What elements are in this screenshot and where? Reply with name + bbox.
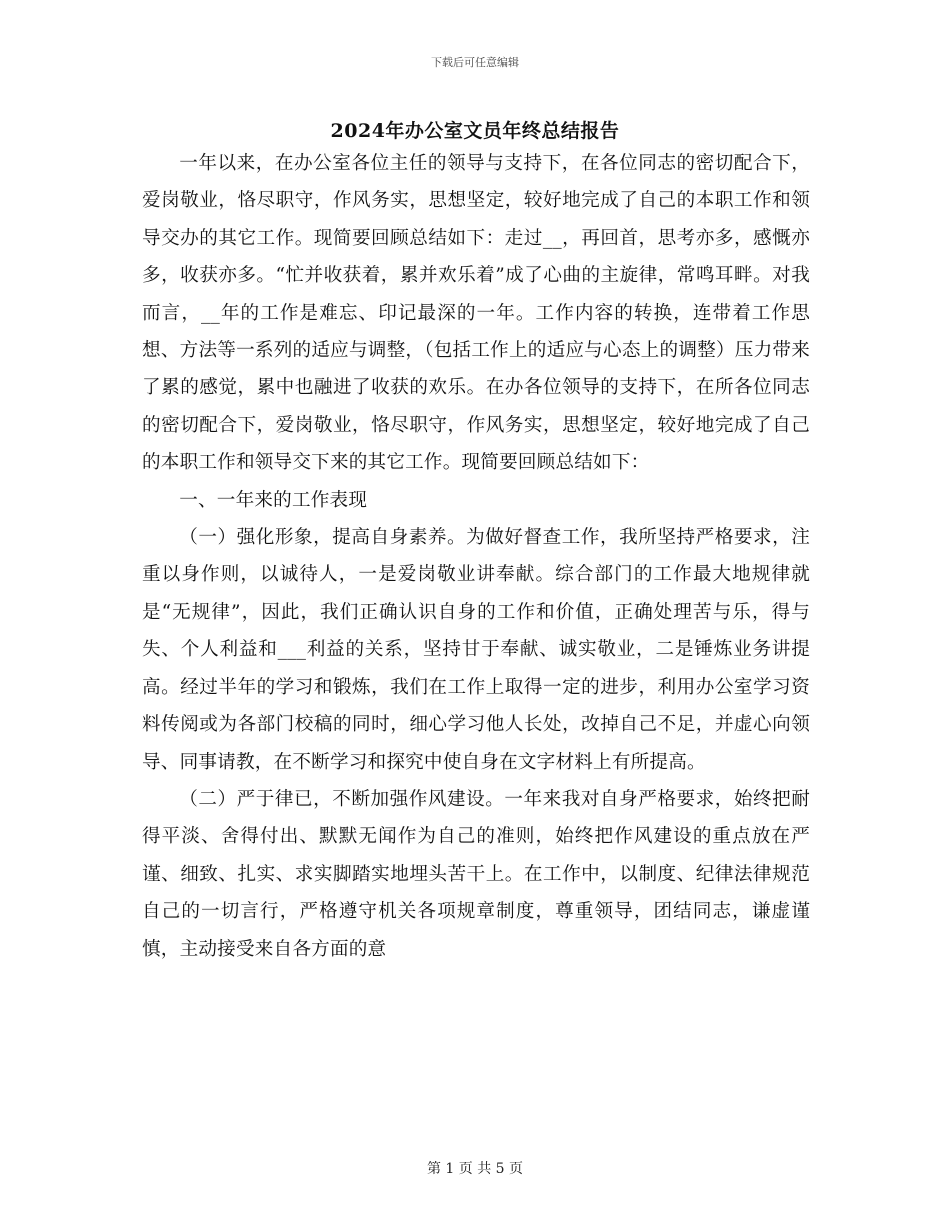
page-footer: 第 1 页 共 5 页	[426, 1161, 524, 1177]
paragraph-intro: 一年以来，在办公室各位主任的领导与支持下，在各位同志的密切配合下，爱岗敬业，恪尽职守，作风务实，思想坚定，较好地完成了自己的本职工作和领导交办的其它工作。现简要回顾总结如下：走过__，再回首，思考亦多，感慨亦多，收获亦多。“忙并收获着，累并欢乐着”成了心曲的主旋律，常鸣耳畔。对我而言，__年的工作是难忘、印记最深的一年。工作内容的转换，连带着工作思想、方法等一系列的适应与调整，（包括工作上的适应与心态上的调整）压力带来了累的感觉，累中也融进了收获的欢乐。在办各位领导的支持下，在所各位同志的密切配合下，爱岗敬业，恪尽职守，作风务实，思想坚定，较好地完成了自己的本职工作和领导交下来的其它工作。现简要回顾总结如下：	[142, 153, 810, 474]
paragraph-1: （一）强化形象，提高自身素养。为做好督查工作，我所坚持严格要求，注重以身作则，以诚待人，一是爱岗敬业讲奉献。综合部门的工作最大地规律就是“无规律”，因此，我们正确认识自身的工作和价值，正确处理苦与乐，得与失、个人利益和___利益的关系，坚持甘于奉献、诚实敬业，二是锤炼业务讲提高。经过半年的学习和锻炼，我们在工作上取得一定的进步，利用办公室学习资料传阅或为各部门校稿的同时，细心学习他人长处，改掉自己不足，并虚心向领导、同事请教，在不断学习和探究中使自身在文字材料上有所提高。	[142, 527, 810, 773]
header-note: 下载后可任意编辑	[431, 56, 519, 69]
document-title: 2024年办公室文员年终总结报告	[330, 120, 620, 142]
document-body	[142, 145, 810, 968]
paragraph-2: （二）严于律已，不断加强作风建设。一年来我对自身严格要求，始终把耐得平淡、舍得付出、默默无闻作为自己的准则，始终把作风建设的重点放在严谨、细致、扎实、求实脚踏实地埋头苦干上。在工作中，以制度、纪律法律规范自己的一切言行，严格遵守机关各项规章制度，尊重领导，团结同志，谦虚谨慎，主动接受来自各方面的意	[142, 788, 810, 960]
section-heading-1: 一、一年来的工作表现	[179, 489, 368, 511]
